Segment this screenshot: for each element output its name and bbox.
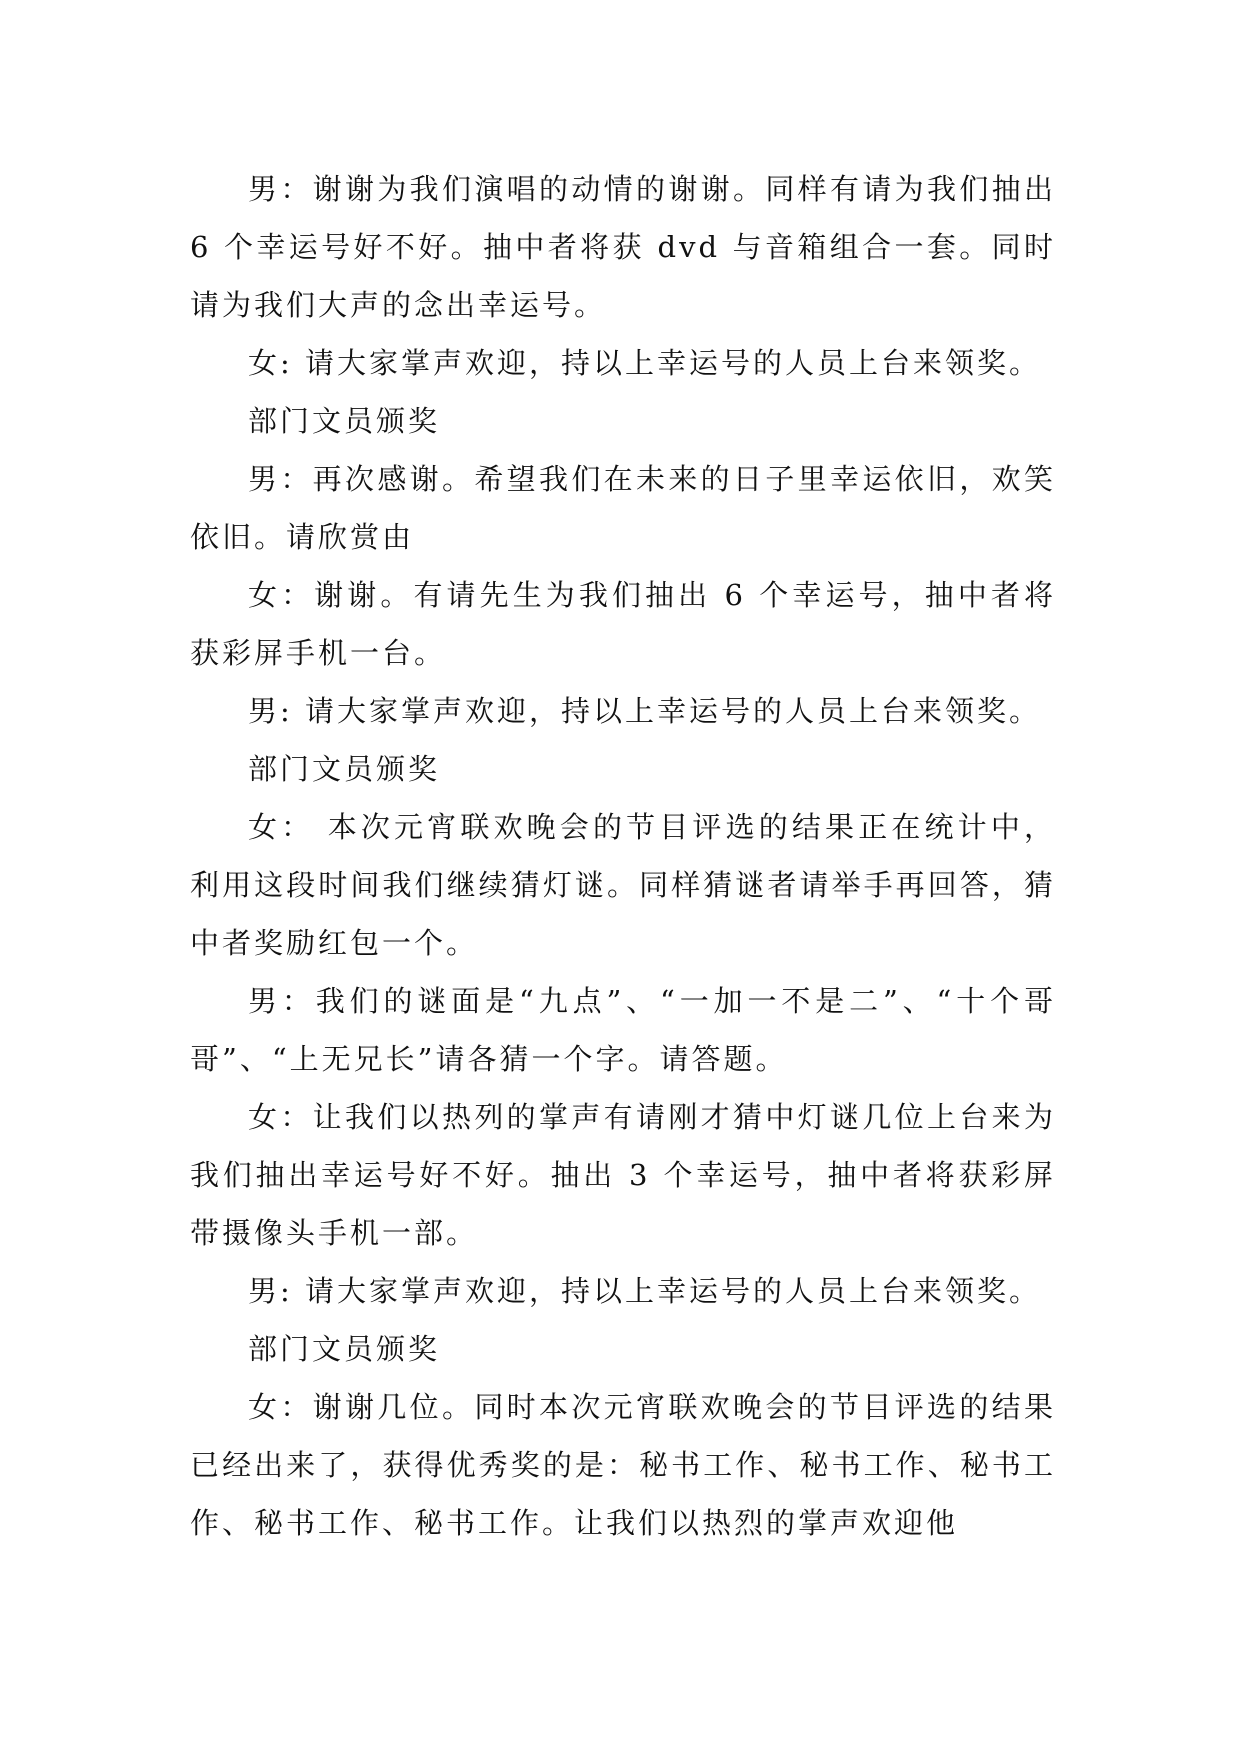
paragraph: 男：谢谢为我们演唱的动情的谢谢。同样有请为我们抽出 6 个幸运号好不好。抽中者将获 dvd 与音箱组合一套。同时请为我们大声的念出幸运号。 <box>190 172 1056 322</box>
paragraph: 部门文员颁奖 <box>248 1332 441 1366</box>
paragraph: 女：谢谢几位。同时本次元宵联欢晚会的节目评选的结果已经出来了，获得优秀奖的是：秘书工作、秘书工作、秘书工作、秘书工作、秘书工作。让我们以热烈的掌声欢迎他 <box>190 1390 1056 1540</box>
paragraph: 女：让我们以热列的掌声有请刚才猜中灯谜几位上台来为我们抽出幸运号好不好。抽出 3 个幸运号，抽中者将获彩屏带摄像头手机一部。 <box>190 1100 1056 1250</box>
paragraph: 部门文员颁奖 <box>248 404 441 438</box>
paragraph: 部门文员颁奖 <box>248 752 441 786</box>
paragraph: 男：再次感谢。希望我们在未来的日子里幸运依旧，欢笑依旧。请欣赏由 <box>190 462 1056 554</box>
paragraph: 女: 请大家掌声欢迎，持以上幸运号的人员上台来领奖。 <box>248 346 1041 380</box>
paragraph: 女： 本次元宵联欢晚会的节目评选的结果正在统计中，利用这段时间我们继续猜灯谜。同样猜谜者请举手再回答，猜中者奖励红包一个。 <box>190 810 1056 960</box>
paragraph: 男: 请大家掌声欢迎，持以上幸运号的人员上台来领奖。 <box>248 694 1041 728</box>
document-body <box>190 160 1056 1552</box>
paragraph: 男：我们的谜面是“九点”、“一加一不是二”、“十个哥哥”、“上无兄长”请各猜一个字。请答题。 <box>190 984 1056 1076</box>
paragraph: 男: 请大家掌声欢迎，持以上幸运号的人员上台来领奖。 <box>248 1274 1041 1308</box>
paragraph: 女：谢谢。有请先生为我们抽出 6 个幸运号，抽中者将获彩屏手机一台。 <box>190 578 1056 670</box>
